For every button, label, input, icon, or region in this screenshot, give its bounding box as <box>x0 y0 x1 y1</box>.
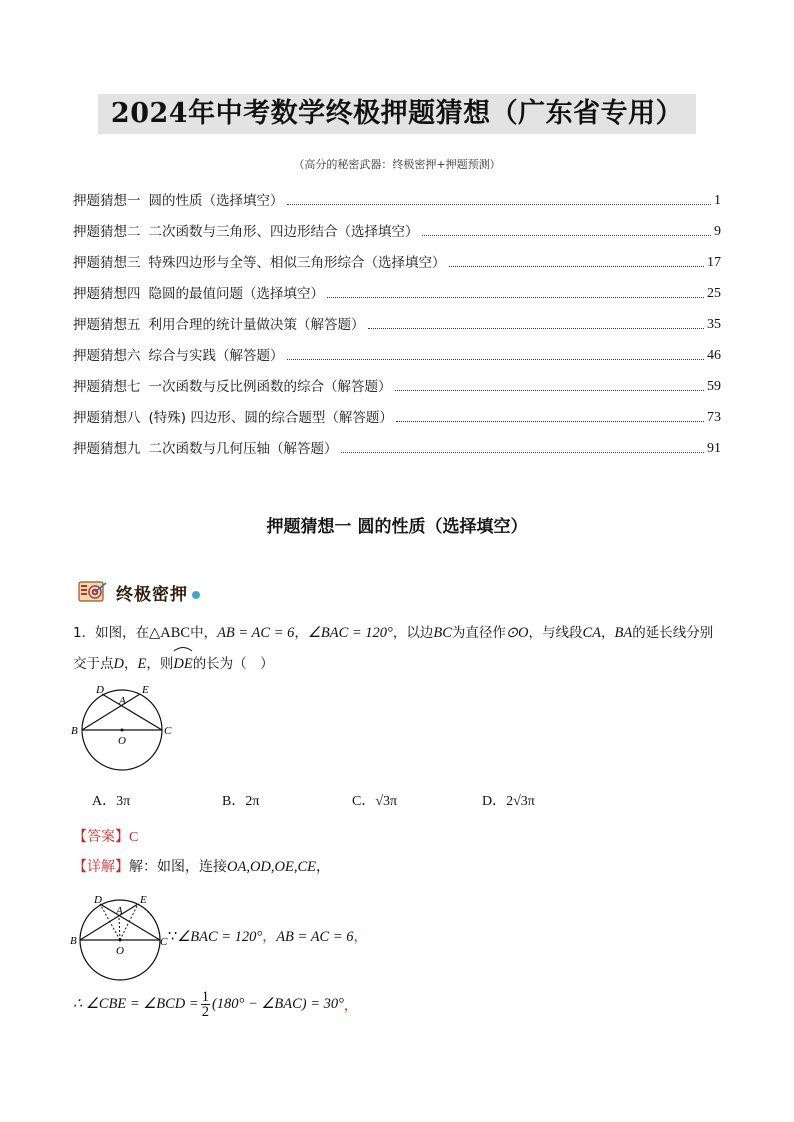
q-part: 为直径作 <box>451 625 506 641</box>
q-math: ⊙O <box>505 625 529 641</box>
option-key: A． <box>92 794 117 809</box>
deriv-left: ∴ ∠CBE = ∠BCD = <box>73 996 199 1012</box>
toc-label: 押题猜想一 <box>73 193 141 209</box>
option-1 <box>92 790 222 810</box>
toc-page: 17 <box>707 255 721 270</box>
label-b-2: B <box>70 935 77 947</box>
option-key: D． <box>482 794 507 809</box>
label-d: D <box>96 684 104 696</box>
section-title: 押题猜想一 圆的性质（选择填空） <box>266 517 528 537</box>
frac-numerator: 1 <box>201 989 209 1005</box>
q-math: ∠BAC = 120° <box>307 625 393 641</box>
question-line-2 <box>73 649 733 680</box>
label-d-2: D <box>94 894 102 906</box>
question-text <box>73 618 733 680</box>
option-value: 2√3π <box>506 794 535 809</box>
label-e-2: E <box>140 894 147 906</box>
toc-row[interactable] <box>73 426 721 457</box>
label-b: B <box>71 725 78 737</box>
label-c: C <box>164 725 172 737</box>
toc-page: 73 <box>707 410 721 425</box>
question-line-1 <box>73 618 733 649</box>
deriv-right: (180° − ∠BAC) = 30° <box>211 996 344 1012</box>
toc-row[interactable] <box>73 271 721 302</box>
q-part: ，与线段 <box>528 625 583 641</box>
option-value: 2π <box>245 794 260 809</box>
q-part: ， <box>123 656 138 672</box>
blue-dot-icon <box>192 591 200 599</box>
toc-leader <box>341 452 705 453</box>
toc-row[interactable] <box>73 209 721 240</box>
badge-label: 终极密押 <box>116 584 188 605</box>
q-part: 1．如图，在 <box>73 625 150 641</box>
toc-title: 特殊四边形与全等、相似三角形综合（选择填空） <box>148 255 446 271</box>
cond-end: ， <box>353 929 368 945</box>
q-part: ， <box>294 625 308 641</box>
toc-title: 圆的性质（选择填空） <box>148 193 284 209</box>
answer-value: C <box>129 830 139 845</box>
detail-text: 解：如图，连接 <box>129 859 227 875</box>
q-math: CA <box>582 625 602 641</box>
toc-label: 押题猜想九 <box>73 441 141 457</box>
toc-row[interactable] <box>73 178 721 209</box>
q-math: BC <box>433 625 452 641</box>
toc-leader <box>396 421 704 422</box>
toc-label: 押题猜想七 <box>73 379 141 395</box>
derivation-line <box>73 990 358 1019</box>
option-value: 3π <box>116 794 131 809</box>
toc-leader <box>395 390 705 391</box>
toc-row[interactable] <box>73 395 721 426</box>
answer-options <box>92 790 612 810</box>
toc-page: 9 <box>714 224 721 239</box>
condition-line <box>168 926 368 946</box>
q-part: 的长为（ ） <box>192 656 274 672</box>
toc-page: 1 <box>714 193 721 208</box>
toc-leader <box>287 204 712 205</box>
option-3 <box>352 790 482 810</box>
q-math: AB = AC = 6 <box>217 625 295 641</box>
label-e: E <box>142 684 149 696</box>
toc-row[interactable] <box>73 302 721 333</box>
table-of-contents <box>73 178 721 457</box>
cond-angle: ∠BAC = 120° <box>177 929 263 945</box>
cond-sep: ， <box>262 929 277 945</box>
toc-label: 押题猜想五 <box>73 317 141 333</box>
label-o-2: O <box>116 945 124 957</box>
toc-title: (特殊) 四边形、圆的综合题型（解答题） <box>148 410 393 426</box>
toc-leader <box>449 266 705 267</box>
answer-label: 【答案】 <box>73 829 129 845</box>
toc-page: 25 <box>707 286 721 301</box>
toc-leader <box>287 359 705 360</box>
label-a: A <box>119 695 126 707</box>
toc-label: 押题猜想六 <box>73 348 141 364</box>
toc-page: 35 <box>707 317 721 332</box>
q-part: ，则 <box>146 656 174 672</box>
arc-mark-icon <box>173 646 193 652</box>
q-math: E <box>137 656 147 672</box>
toc-leader <box>368 328 705 329</box>
q-math: BA <box>614 625 633 641</box>
toc-title: 二次函数与几何压轴（解答题） <box>148 441 338 457</box>
label-c-2: C <box>160 936 168 948</box>
toc-leader <box>422 235 712 236</box>
answer-line <box>73 826 138 846</box>
toc-title: 利用合理的统计量做决策（解答题） <box>148 317 365 333</box>
q-math: D <box>113 656 124 672</box>
cond-sides: AB = AC = 6 <box>276 929 354 945</box>
label-o: O <box>118 735 126 747</box>
toc-title: 一次函数与反比例函数的综合（解答题） <box>148 379 392 395</box>
option-key: C． <box>352 794 376 809</box>
toc-title: 二次函数与三角形、四边形结合（选择填空） <box>148 224 419 240</box>
q-part: 的延长线分别 <box>632 625 714 641</box>
toc-label: 押题猜想四 <box>73 286 141 302</box>
detail-line <box>73 856 330 876</box>
q-math: DE <box>173 656 193 672</box>
option-2 <box>222 790 352 810</box>
circle-figure-1 <box>68 678 180 772</box>
circle-figure-2 <box>68 888 178 984</box>
option-key: B． <box>222 794 246 809</box>
label-a-2: A <box>116 905 123 917</box>
document-title: 2024年中考数学终极押题猜想（广东省专用） <box>98 94 696 134</box>
q-part: ，以边 <box>392 625 434 641</box>
q-math: △ABC <box>149 625 191 641</box>
toc-row[interactable] <box>73 364 721 395</box>
toc-label: 押题猜想三 <box>73 255 141 271</box>
q-part: ， <box>601 625 615 641</box>
detail-label: 【详解】 <box>73 859 129 875</box>
toc-page: 59 <box>707 379 721 394</box>
toc-page: 91 <box>707 441 721 456</box>
fraction-half <box>201 990 210 1019</box>
q-part: 中， <box>190 625 218 641</box>
arc-de <box>173 649 192 680</box>
toc-label: 押题猜想二 <box>73 224 141 240</box>
because-symbol: ∵ <box>168 929 178 945</box>
toc-row[interactable] <box>73 333 721 364</box>
toc-row[interactable] <box>73 240 721 271</box>
document-subtitle: （高分的秘密武器：终极密押+押题预测） <box>293 158 501 171</box>
detail-items: OA,OD,OE,CE <box>227 859 317 875</box>
option-4 <box>482 790 612 810</box>
toc-title: 隐圆的最值问题（选择填空） <box>148 286 324 302</box>
toc-label: 押题猜想八 <box>73 410 141 426</box>
option-value: √3π <box>375 794 398 809</box>
q-part: 交于点 <box>73 656 114 672</box>
target-board-icon <box>78 580 108 604</box>
toc-leader <box>327 297 704 298</box>
toc-title: 综合与实践（解答题） <box>148 348 284 364</box>
frac-denominator: 2 <box>201 1004 209 1020</box>
deriv-end: ， <box>343 997 358 1014</box>
toc-page: 46 <box>707 348 721 363</box>
detail-end: ， <box>316 859 331 875</box>
section-badge <box>78 578 200 606</box>
